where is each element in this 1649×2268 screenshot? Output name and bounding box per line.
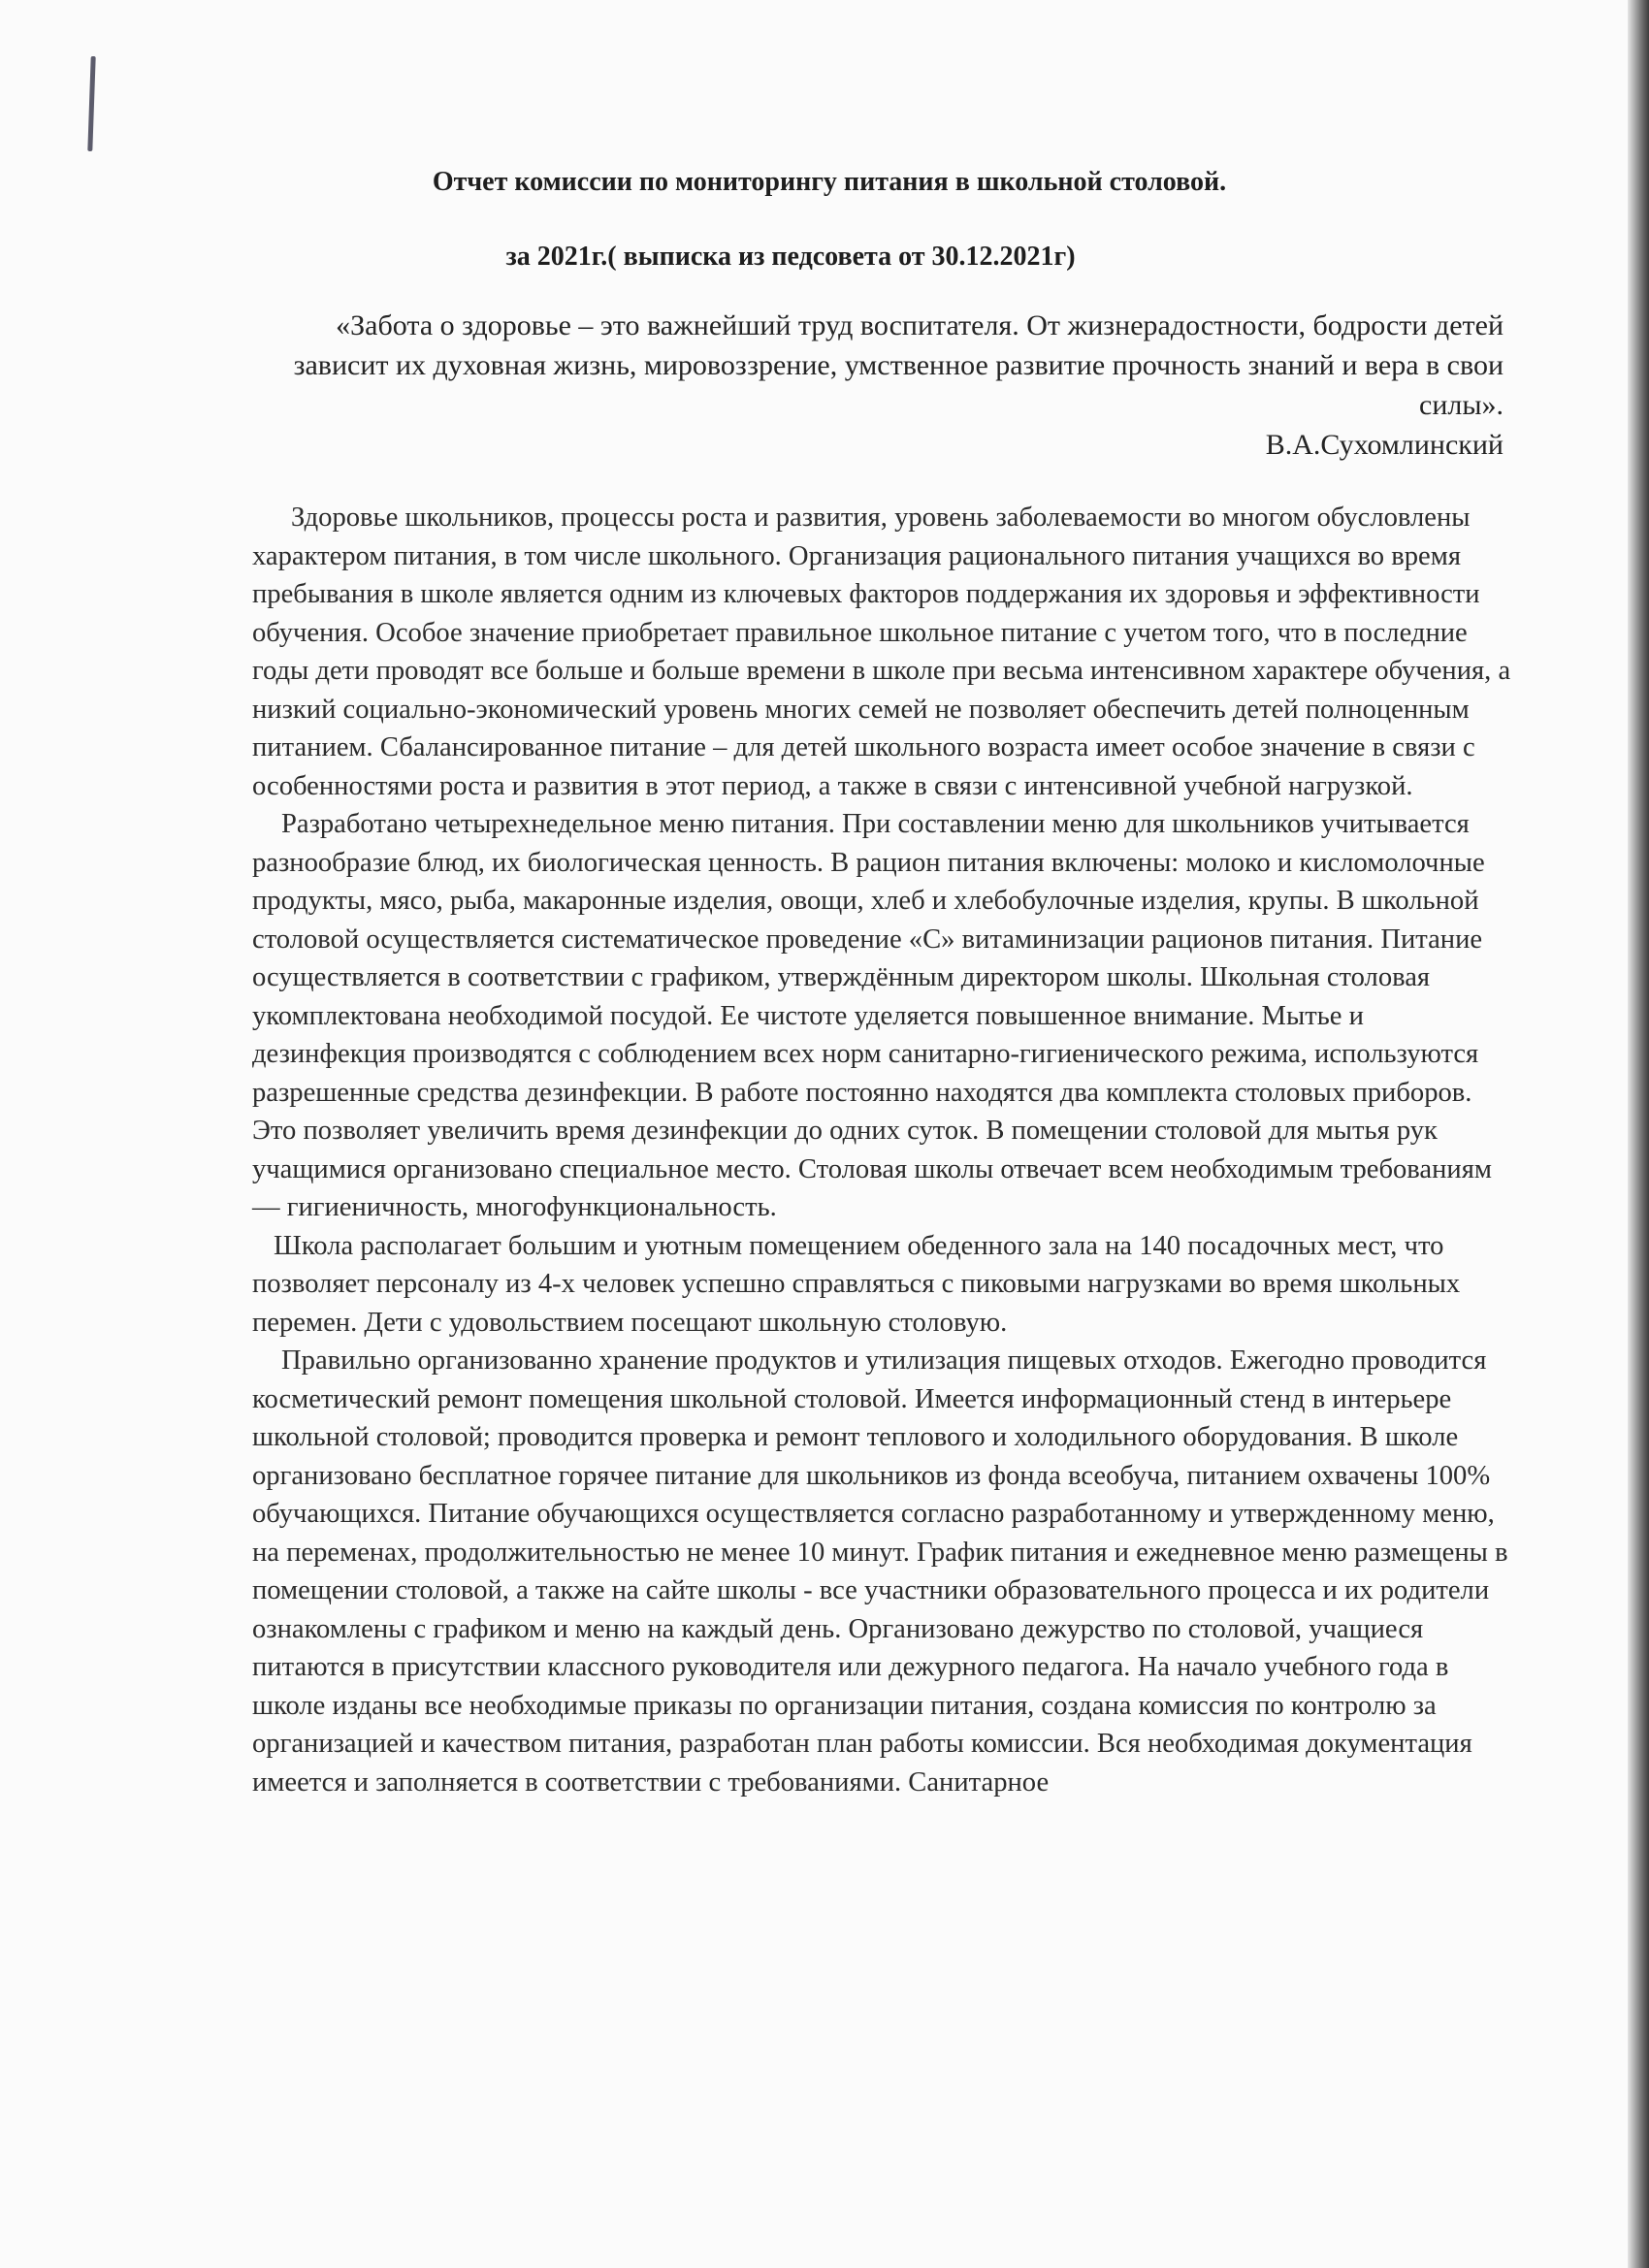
- report-body: [252, 499, 1513, 1801]
- paragraph: Здоровье школьников, процессы роста и развития, уровень заболеваемости во многом обусловлены характером питания, в том числе школьного. Организация рационального питания учащихся во время пребывания в школе является одним из ключевых факторов поддержания их здоровья и эффективности обучения. Особое значение приобретает правильное школьное питание с учетом того, что в последние годы дети проводят все больше и больше времени в школе при весьма интенсивном характере обучения, а низкий социально-экономический уровень многих семей не позволяет обеспечить детей полноценным питанием. Сбалансированное питание – для детей школьного возраста имеет особое значение в связи с особенностями роста и развития в этот период, а также в связи с интенсивной учебной нагрузкой.: [252, 502, 1511, 801]
- pen-mark: [87, 56, 95, 151]
- title-line-1: Отчет комиссии по мониторингу питания в школьной столовой.: [432, 167, 1227, 197]
- paragraph: Разработано четырехнедельное меню питания. При составлении меню для школьников учитывается разнообразие блюд, их биологическая ценность. В рацион питания включены: молоко и кисломолочные продукты, мясо, рыба, макаронные изделия, овощи, хлеб и хлебобулочные изделия, крупы. В школьной столовой осуществляется систематическое проведение «С» витаминизации рационов питания. Питание осуществляется в соответствии с графиком, утверждённым директором школы. Школьная столовая укомплектована необходимой посудой. Ее чистоте уделяется повышенное внимание. Мытье и дезинфекция производятся с соблюдением всех норм санитарно-гигиенического режима, используются разрешенные средства дезинфекции. В работе постоянно находятся два комплекта столовых приборов. Это позволяет увеличить время дезинфекции до одних суток. В помещении столовой для мытья рук учащимися организовано специальное место. Столовая школы отвечает всем необходимым требованиям — гигиеничность, многофункциональность.: [252, 809, 1492, 1222]
- epigraph-author: В.А.Сухомлинский: [1265, 429, 1504, 461]
- epigraph-quote: «Забота о здоровье – это важнейший труд воспитателя. От жизнерадостности, бодрости детей зависит их духовная жизнь, мировоззрение, умственное развитие прочность знаний и вера в свои силы».: [293, 309, 1504, 421]
- epigraph: [262, 306, 1504, 465]
- paragraph: Школа располагает большим и уютным помещением обеденного зала на 140 посадочных мест, что позволяет персоналу из 4-х человек успешно справляться с пиковыми нагрузками во время школьных перемен. Дети с удовольствием посещают школьную столовую.: [252, 1230, 1461, 1338]
- paragraph: Правильно организованно хранение продуктов и утилизация пищевых отходов. Ежегодно проводится косметический ремонт помещения школьной столовой. Имеется информационный стенд в интерьере школьной столовой; проводится проверка и ремонт теплового и холодильного оборудования. В школе организовано бесплатное горячее питание для школьников из фонда всеобуча, питанием охвачены 100% обучающихся. Питание обучающихся осуществляется согласно разработанному и утвержденному меню, на переменах, продолжительностью не менее 10 минут. График питания и ежедневное меню размещены в помещении столовой, а также на сайте школы - все участники образовательного процесса и их родители ознакомлены с графиком и меню на каждый день. Организовано дежурство по столовой, учащиеся питаются в присутствии классного руководителя или дежурного педагога. На начало учебного года в школе изданы все необходимые приказы по организации питания, создана комиссия по контролю за организацией и качеством питания, разработан план работы комиссии. Вся необходимая документация имеется и заполняется в соответствии с требованиями. Санитарное: [252, 1345, 1508, 1798]
- title-line-2: за 2021г.( выписка из педсовета от 30.12.2021г): [505, 242, 1076, 272]
- scan-edge: [1628, 0, 1649, 2268]
